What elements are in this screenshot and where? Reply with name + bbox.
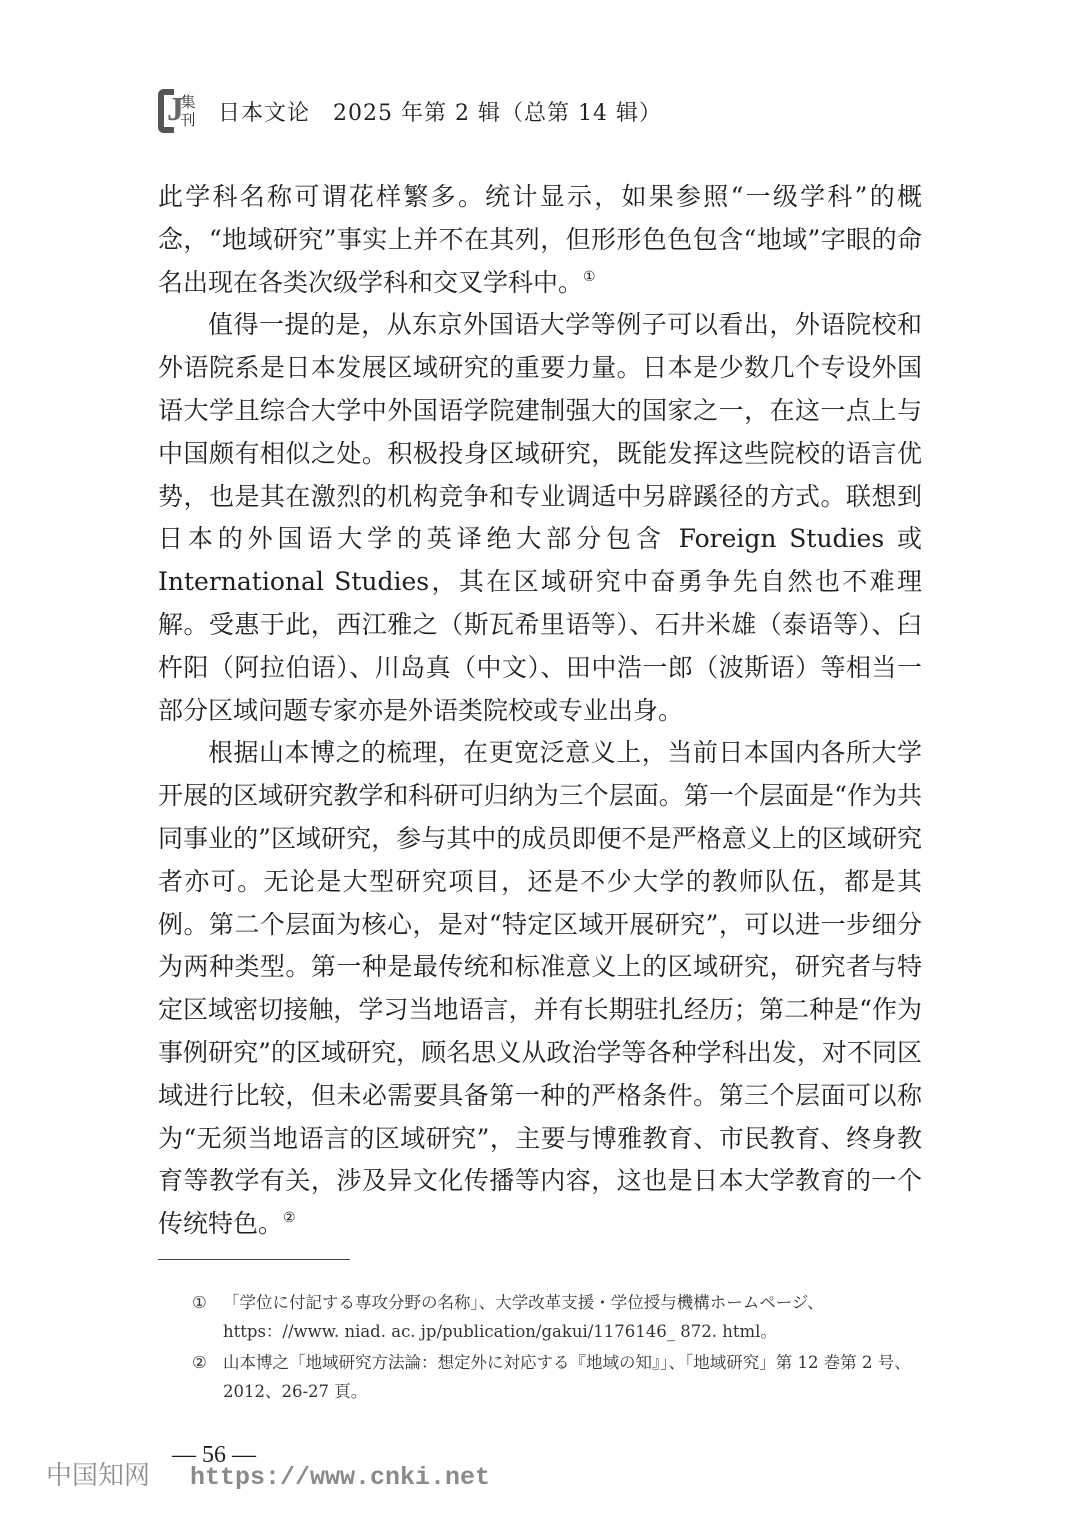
paragraph-2 bbox=[158, 304, 922, 732]
paragraph-text: 此学科名称可谓花样繁多。统计显示，如果参照“一级学科”的概念，“地域研究”事实上并不在其列，但形形色色包含“地域”字眼的命名出现在各类次级学科和交叉学科中。 bbox=[158, 182, 922, 297]
paragraph-1 bbox=[158, 176, 922, 304]
journal-title: 日本文论 2025 年第 2 辑（总第 14 辑） bbox=[218, 100, 662, 126]
footnote-1 bbox=[192, 1288, 922, 1346]
journal-logo-icon bbox=[158, 89, 196, 133]
footnote-mark: ② bbox=[192, 1353, 207, 1372]
footnote-text: 「学位に付記する専攻分野の名称」、大学改革支援・学位授与機構ホームページ、https：//www. niad. ac. jp/publication/gakui/1176146_ 872. html。 bbox=[223, 1293, 824, 1341]
footnote-ref-2[interactable]: ② bbox=[283, 1210, 296, 1227]
watermark bbox=[46, 1455, 490, 1492]
paragraph-3 bbox=[158, 732, 922, 1246]
watermark-name: 中国知网 bbox=[46, 1461, 151, 1491]
logo-letter: J bbox=[167, 91, 184, 128]
footnote-mark: ① bbox=[192, 1293, 207, 1312]
watermark-url[interactable]: https://www.cnki.net bbox=[190, 1463, 491, 1492]
page-number: — 56 — bbox=[172, 1442, 256, 1468]
footnote-text: 山本博之「地域研究方法論：想定外に対応する『地域の知』」、「地域研究」第 12 巻第 2 号、2012、26-27 頁。 bbox=[223, 1353, 911, 1401]
paragraph-text: 值得一提的是，从东京外国语大学等例子可以看出，外语院校和外语院系是日本发展区域研究的重要力量。日本是少数几个专设外国语大学且综合大学中外国语学院建制强大的国家之一，在这一点上与中国颇有相似之处。积极投身区域研究，既能发挥这些院校的语言优势，也是其在激烈的机构竞争和专业调适中另辟蹊径的方式。联想到日本的外国语大学的英译绝大部分包含 Foreign Studies 或 International Studies，其在区域研究中奋勇争先自然也不难理解。受惠于此，西江雅之（斯瓦希里语等）、石井米雄（泰语等）、臼杵阳（阿拉伯语）、川岛真（中文）、田中浩一郎（波斯语）等相当一部分区域问题专家亦是外语类院校或专业出身。 bbox=[158, 310, 922, 725]
running-header bbox=[158, 88, 662, 134]
footnote-ref-1[interactable]: ① bbox=[583, 268, 596, 285]
footnotes bbox=[192, 1288, 922, 1408]
footnote-divider bbox=[158, 1259, 350, 1260]
logo-chars: 集刊 bbox=[180, 93, 196, 129]
footnote-2 bbox=[192, 1348, 922, 1406]
paragraph-text: 根据山本博之的梳理，在更宽泛意义上，当前日本国内各所大学开展的区域研究教学和科研可归纳为三个层面。第一个层面是“作为共同事业的”区域研究，参与其中的成员即便不是严格意义上的区域研究者亦可。无论是大型研究项目，还是不少大学的教师队伍，都是其例。第二个层面为核心，是对“特定区域开展研究”，可以进一步细分为两种类型。第一种是最传统和标准意义上的区域研究，研究者与特定区域密切接触，学习当地语言，并有长期驻扎经历；第二种是“作为事例研究”的区域研究，顾名思义从政治学等各种学科出发，对不同区域进行比较，但未必需要具备第一种的严格条件。第三个层面可以称为“无须当地语言的区域研究”，主要与博雅教育、市民教育、终身教育等教学有关，涉及异文化传播等内容，这也是日本大学教育的一个传统特色。 bbox=[158, 738, 922, 1239]
body-text bbox=[158, 176, 922, 1246]
